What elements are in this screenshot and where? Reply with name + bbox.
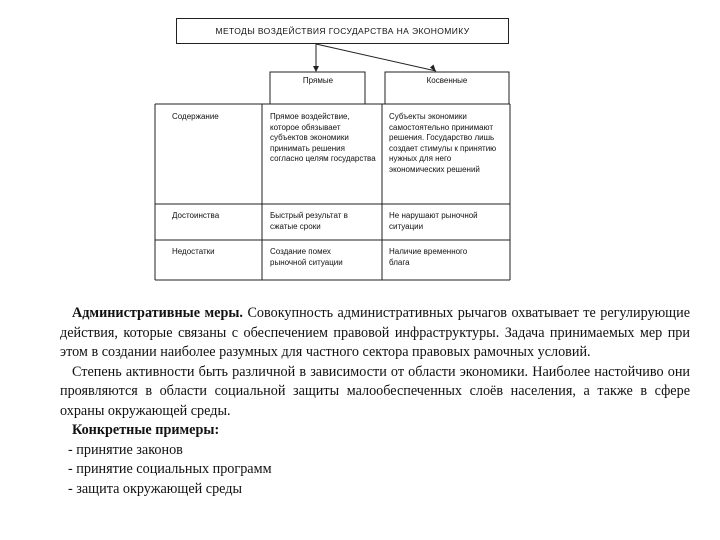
- content-indirect: Субъекты экономики самостоятельно принимают решения. Государство лишь создает стимулы к принятию нужных для него экономических решений: [389, 112, 497, 174]
- diagram-title: МЕТОДЫ ВОЗДЕЙСТВИЯ ГОСУДАРСТВА НА ЭКОНОМИКУ: [176, 18, 509, 44]
- paragraph-1-text: Совокупность административных рычагов охватывает те регулирующие действия, которые связаны с обеспечением правовой инфраструктуры. Задача принимаемых мер при этом в создании наиболее разумных для частного сектора правовых рамочных условий.: [60, 305, 690, 360]
- disadvantages-direct: Создание помех рыночной ситуации: [270, 247, 343, 267]
- list-item: - принятие социальных программ: [68, 461, 272, 477]
- content-direct: Прямое воздействие, которое обязывает субъектов экономики принимать решения согласно целям государства: [270, 112, 376, 163]
- examples-list: [60, 441, 690, 500]
- body-text: [60, 304, 690, 499]
- paragraph-administrative-measures: [60, 304, 690, 363]
- disadvantages-indirect: Наличие временного блага: [389, 247, 468, 267]
- list-item: - принятие законов: [68, 441, 183, 458]
- paragraph-2: Степень активности быть различной в зависимости от области экономики. Наиболее настойчиво они проявляются в области социальной защиты малообеспеченных слоёв населения, а также в сфере охраны окружающей среды.: [60, 363, 690, 419]
- advantages-indirect: Не нарушают рыночной ситуации: [389, 211, 478, 231]
- section-heading: Административные меры.: [72, 305, 243, 321]
- row-label-content: Содержание: [172, 112, 219, 121]
- row-label-advantages: Достоинства: [172, 211, 220, 220]
- row-label-disadvantages: Недостатки: [172, 247, 215, 256]
- examples-heading: Конкретные примеры:: [72, 422, 220, 438]
- column-header-direct: Прямые: [302, 76, 334, 85]
- column-header-indirect: Косвенные: [426, 76, 468, 85]
- advantages-direct: Быстрый результат в сжатые сроки: [270, 211, 348, 231]
- list-item: - защита окружающей среды: [68, 480, 243, 497]
